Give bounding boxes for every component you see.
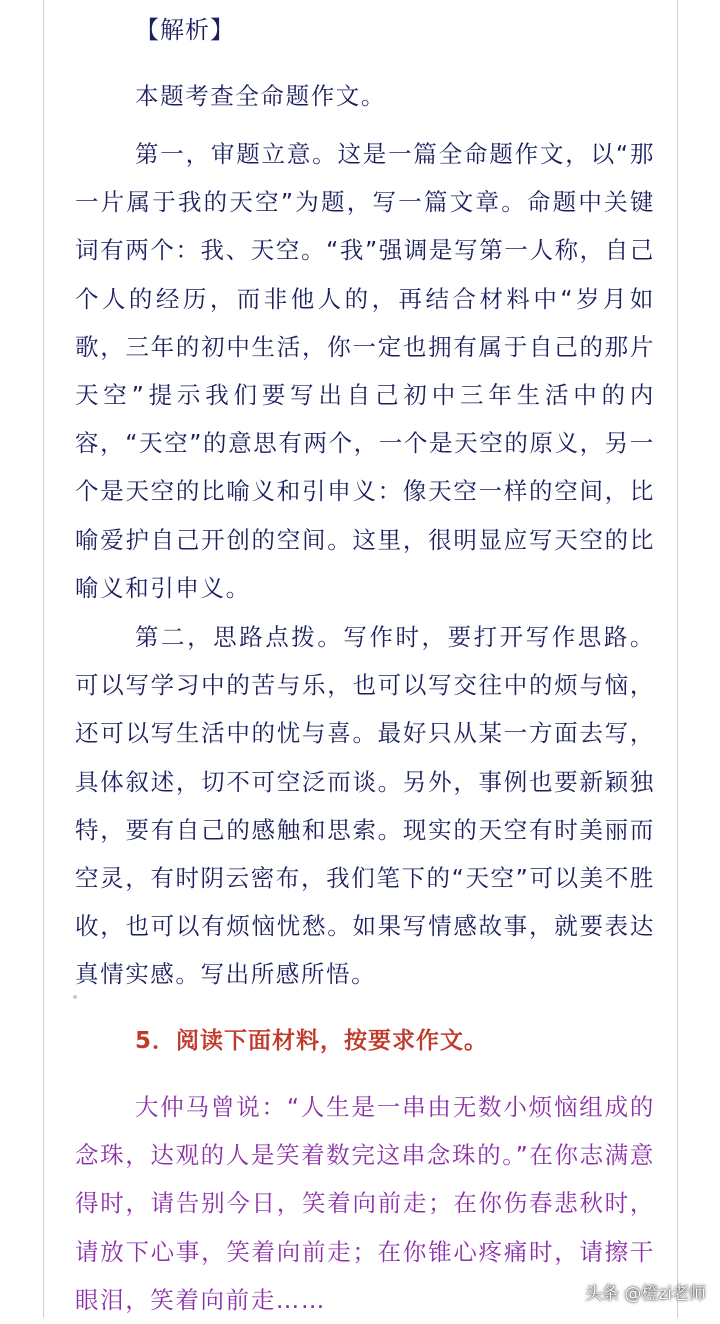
paragraph-marker xyxy=(73,995,77,999)
analysis-heading: 【解析】 xyxy=(135,16,235,44)
left-margin-line xyxy=(43,0,44,1318)
watermark-text: 头条 @橙zi老师 xyxy=(584,1284,706,1304)
question-material: 大仲马曾说：“人生是一串由无数小烦恼组成的念珠，达观的人是笑着数完这串念珠的。”在你志满意得时，请告别今日，笑着向前走；在你伤春悲秋时，请放下心事，笑着向前走；在你锥心疼痛时，请擦干眼泪，笑着向前走…… xyxy=(75,1093,655,1314)
analysis-point-one: 第一，审题立意。这是一篇全命题作文，以“那一片属于我的天空”为题，写一篇文章。命题中关键词有两个：我、天空。“我”强调是写第一人称，自己个人的经历，而非他人的，再结合材料中“岁月如歌，三年的初中生活，你一定也拥有属于自己的那片天空”提示我们要写出自己初中三年生活中的内容，“天空”的意思有两个，一个是天空的原义，另一个是天空的比喻义和引申义：像天空一样的空间，比喻爱护自己开创的空间。这里，很明显应写天空的比喻义和引申义。 xyxy=(75,140,655,602)
question-title: 5．阅读下面材料，按要求作文。 xyxy=(135,1028,489,1054)
analysis-point-two: 第二，思路点拨。写作时，要打开写作思路。可以写学习中的苦与乐，也可以写交往中的烦与恼，还可以写生活中的忧与喜。最好只从某一方面去写，具体叙述，切不可空泛而谈。另外，事例也要新颖独特，要有自己的感触和思索。现实的天空有时美丽而空灵，有时阴云密布，我们笔下的“天空”可以美不胜收，也可以有烦恼忧愁。如果写情感故事，就要表达真情实感。写出所感所悟。 xyxy=(75,623,655,989)
watermark xyxy=(585,1279,706,1304)
analysis-intro: 本题考查全命题作文。 xyxy=(135,82,386,110)
right-margin-line xyxy=(677,0,678,1318)
